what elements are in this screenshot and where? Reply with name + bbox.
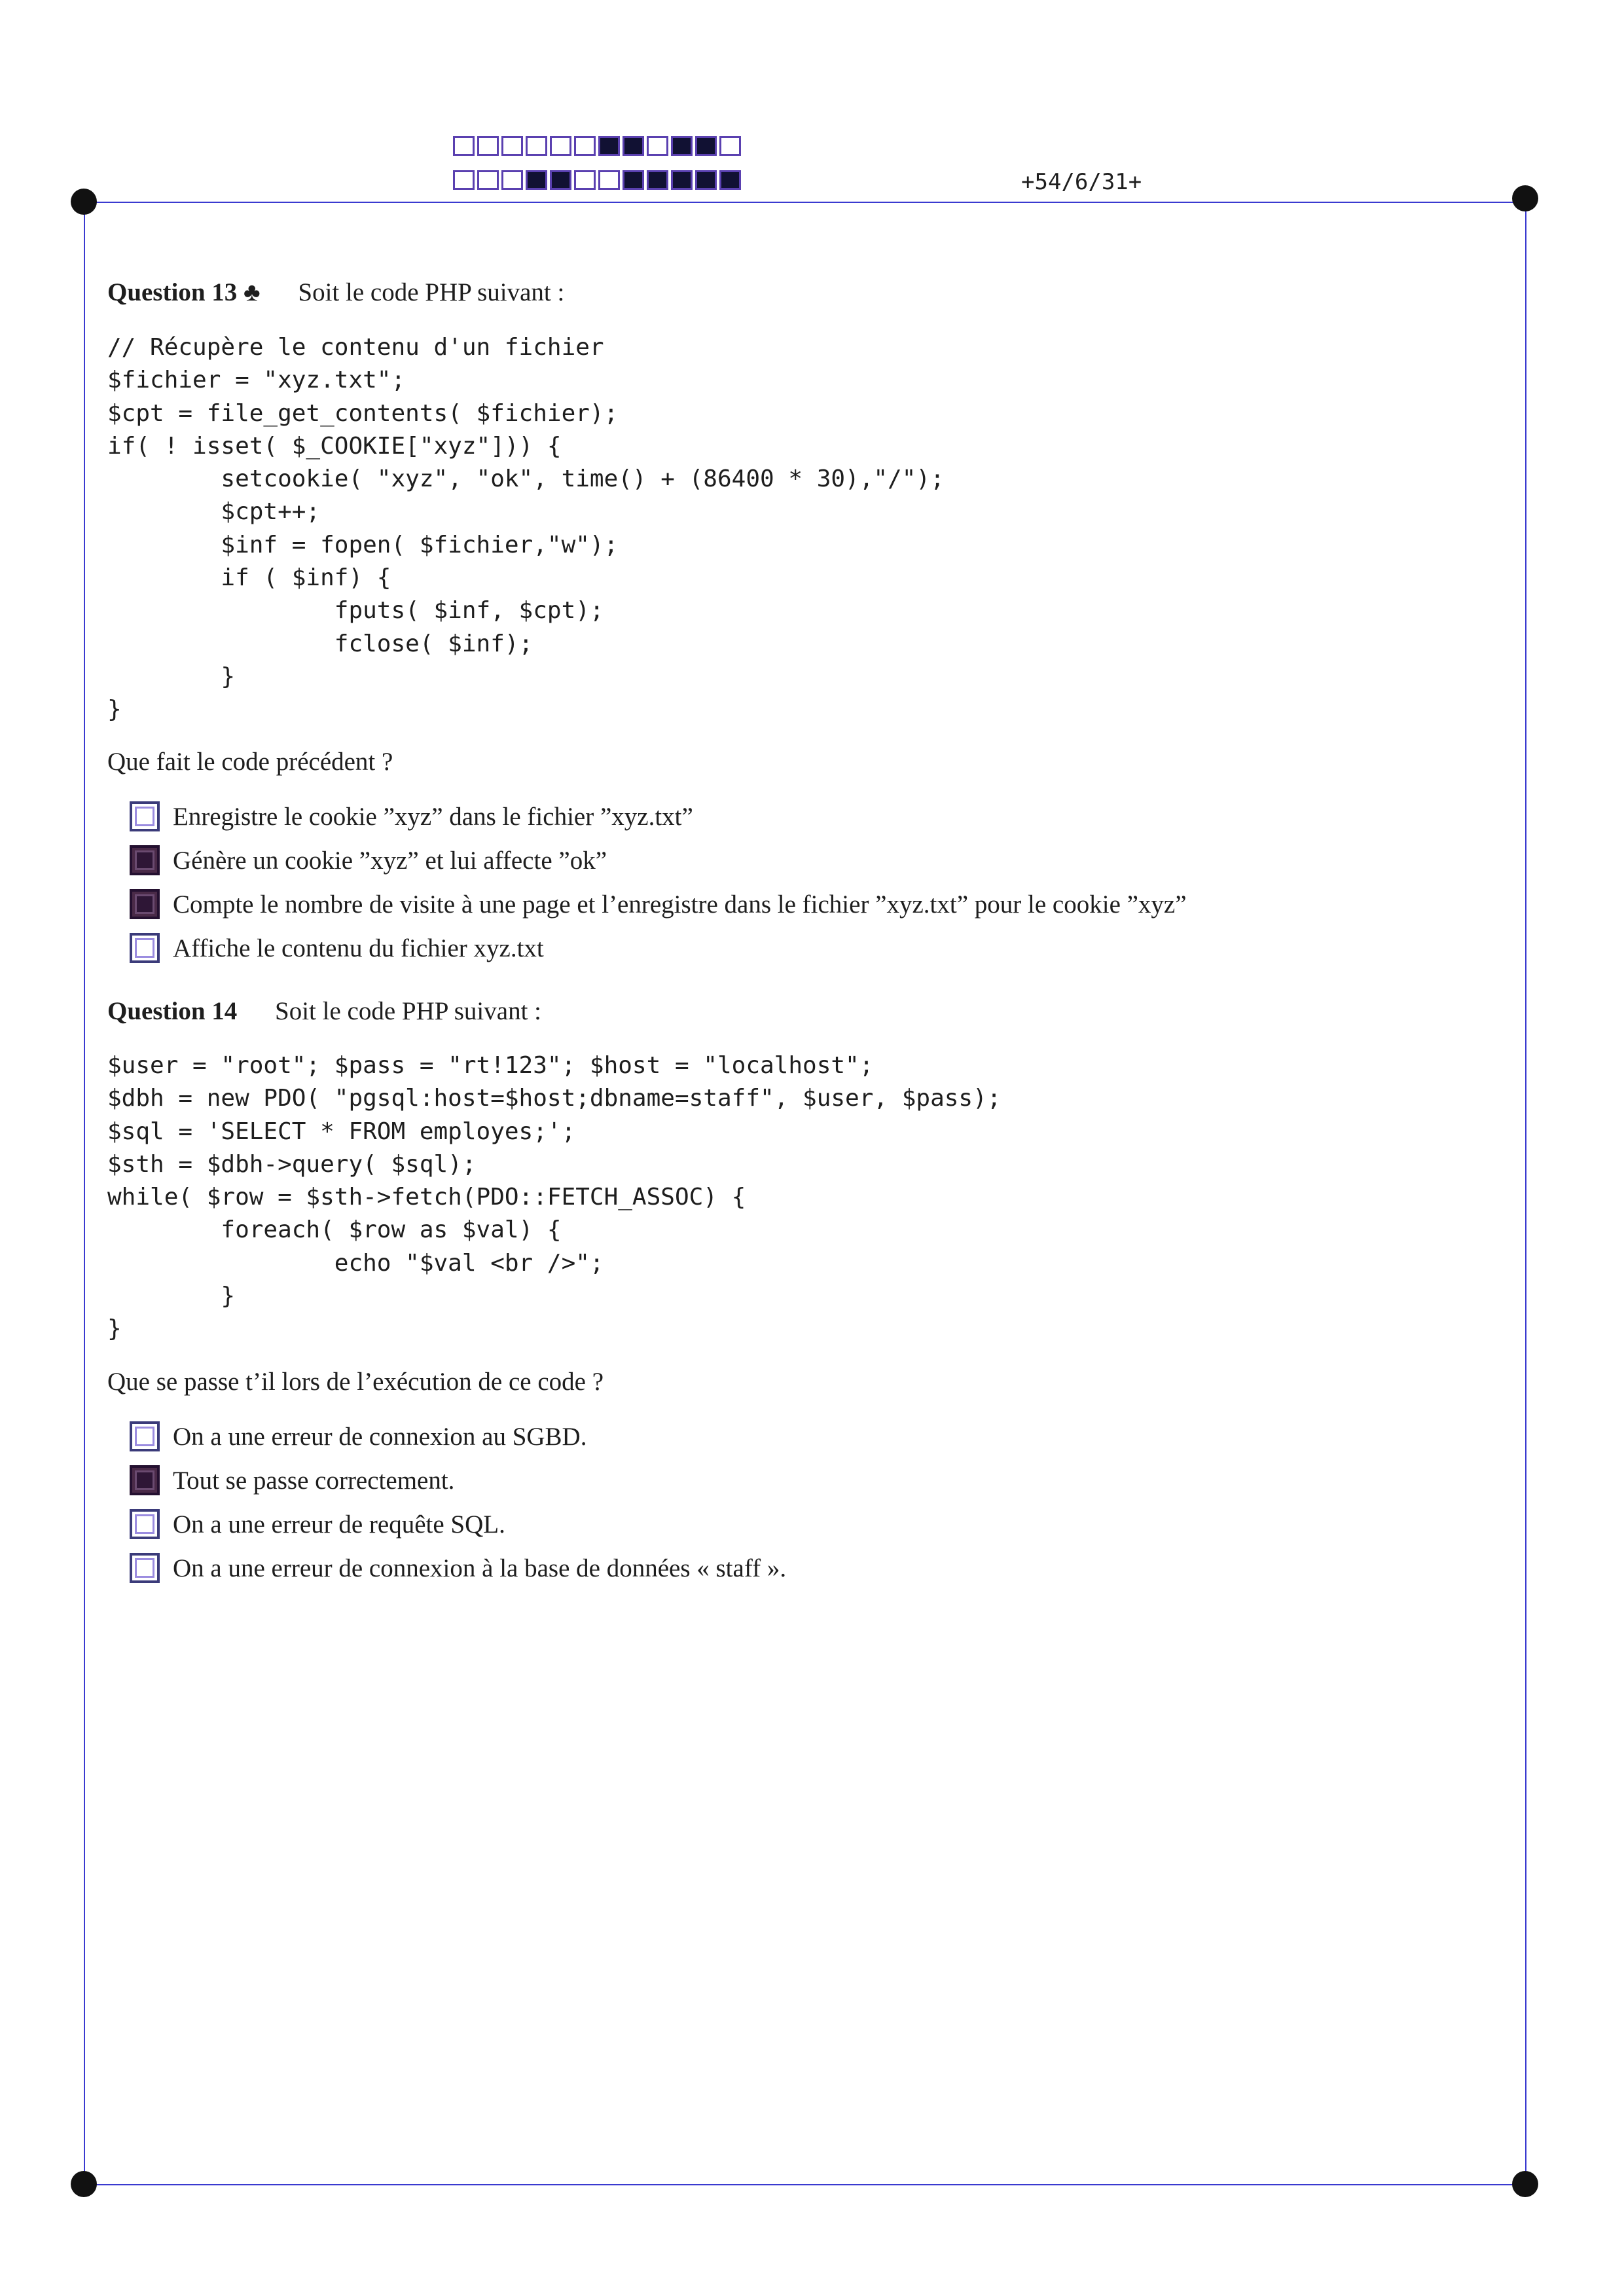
barcode-cell — [598, 136, 620, 156]
question-intro: Soit le code PHP suivant : — [298, 278, 565, 306]
code-line: fputs( $inf, $cpt); — [107, 597, 604, 625]
answer-label: Enregistre le cookie ”xyz” dans le fichier ”xyz.txt” — [173, 802, 693, 831]
barcode-cell — [526, 170, 547, 190]
answer-checkbox[interactable] — [130, 1421, 160, 1451]
answer-label: On a une erreur de connexion à la base de données « staff ». — [173, 1554, 787, 1582]
question-14-code — [107, 1049, 1001, 1346]
barcode-cell — [671, 170, 693, 190]
checked-checkbox[interactable] — [130, 1465, 160, 1495]
corner-mark-bottom-right — [1512, 2171, 1538, 2197]
code-line: $user = "root"; $pass = "rt!123"; $host = "localhost"; — [107, 1052, 874, 1079]
code-line: setcookie( "xyz", "ok", time() + (86400 * 30),"/"); — [107, 465, 945, 493]
answer-choice[interactable] — [130, 842, 607, 879]
checked-checkbox[interactable] — [130, 845, 160, 875]
barcode-cell — [477, 136, 499, 156]
code-line: if ( $inf) { — [107, 564, 391, 592]
corner-mark-top-right — [1512, 185, 1538, 211]
frame-bottom-line — [84, 2184, 1526, 2185]
code-line: $fichier = "xyz.txt"; — [107, 367, 406, 394]
code-line: // Récupère le contenu d'un fichier — [107, 334, 604, 361]
barcode-cell — [501, 136, 523, 156]
code-line: } — [107, 1283, 236, 1310]
code-line: $dbh = new PDO( "pgsql:host=$host;dbname=staff", $user, $pass); — [107, 1085, 1002, 1112]
answer-label: Tout se passe correctement. — [173, 1466, 455, 1495]
code-line: } — [107, 663, 236, 690]
answer-choice[interactable] — [130, 1550, 786, 1586]
barcode-cell — [550, 136, 571, 156]
answer-checkbox[interactable] — [130, 1509, 160, 1539]
barcode-cell — [501, 170, 523, 190]
frame-right-line — [1525, 198, 1526, 2185]
question-number: Question 13 — [107, 278, 238, 306]
answer-checkbox[interactable] — [130, 801, 160, 831]
answer-choice[interactable] — [130, 1462, 454, 1499]
barcode-cell — [719, 136, 741, 156]
question-13-code — [107, 331, 945, 727]
barcode-cell — [574, 170, 596, 190]
answer-checkbox[interactable] — [130, 933, 160, 963]
answer-choice[interactable] — [130, 798, 693, 835]
question-13-title — [107, 278, 564, 307]
barcode-cell — [719, 170, 741, 190]
code-line: } — [107, 696, 122, 723]
answer-label: On a une erreur de connexion au SGBD. — [173, 1422, 587, 1451]
barcode-cell — [574, 136, 596, 156]
barcode-cell — [526, 136, 547, 156]
page-identifier: +54/6/31+ — [1021, 169, 1142, 195]
question-13-prompt: Que fait le code précédent ? — [107, 748, 393, 776]
code-line: $cpt++; — [107, 498, 321, 526]
barcode-cell — [671, 136, 693, 156]
club-suit-icon: ♣ — [244, 278, 261, 306]
answer-label: On a une erreur de requête SQL. — [173, 1510, 505, 1539]
code-line: while( $row = $sth->fetch(PDO::FETCH_ASSOC) { — [107, 1184, 746, 1211]
barcode-cell — [598, 170, 620, 190]
question-14-title — [107, 996, 541, 1026]
code-line: $cpt = file_get_contents( $fichier); — [107, 399, 619, 427]
answer-label: Affiche le contenu du fichier xyz.txt — [173, 934, 544, 962]
frame-top-line — [84, 202, 1526, 203]
answer-label: Génère un cookie ”xyz” et lui affecte ”ok” — [173, 846, 607, 875]
barcode-cell — [623, 170, 644, 190]
barcode-cell — [453, 136, 475, 156]
question-14-prompt: Que se passe t’il lors de l’exécution de ce code ? — [107, 1368, 604, 1396]
code-line: $sql = 'SELECT * FROM employes;'; — [107, 1118, 576, 1145]
code-line: } — [107, 1315, 122, 1343]
answer-checkbox[interactable] — [130, 1553, 160, 1583]
code-line: fclose( $inf); — [107, 630, 533, 657]
barcode-cell — [477, 170, 499, 190]
code-line: foreach( $row as $val) { — [107, 1216, 562, 1244]
barcode-cell — [647, 136, 668, 156]
barcode-cell — [695, 170, 717, 190]
question-intro: Soit le code PHP suivant : — [275, 997, 541, 1025]
barcode-cell — [550, 170, 571, 190]
barcode-cell — [623, 136, 644, 156]
barcode-top-row — [453, 136, 744, 156]
corner-mark-top-left — [71, 189, 97, 215]
barcode-cell — [647, 170, 668, 190]
answer-label: Compte le nombre de visite à une page et l’enregistre dans le fichier ”xyz.txt” pour le cookie ”xyz” — [173, 890, 1187, 919]
frame-left-line — [84, 202, 85, 2185]
answer-choice[interactable] — [130, 1418, 587, 1455]
code-line: if( ! isset( $_COOKIE["xyz"])) { — [107, 432, 562, 460]
code-line: $inf = fopen( $fichier,"w"); — [107, 531, 619, 558]
barcode-cell — [695, 136, 717, 156]
question-number: Question 14 — [107, 997, 238, 1025]
code-line: echo "$val <br />"; — [107, 1249, 604, 1277]
answer-choice[interactable] — [130, 930, 544, 966]
corner-mark-bottom-left — [71, 2171, 97, 2197]
barcode-cell — [453, 170, 475, 190]
barcode-bottom-row — [453, 170, 744, 190]
answer-choice[interactable] — [130, 886, 1187, 922]
code-line: $sth = $dbh->query( $sql); — [107, 1150, 477, 1178]
answer-choice[interactable] — [130, 1506, 505, 1542]
checked-checkbox[interactable] — [130, 889, 160, 919]
